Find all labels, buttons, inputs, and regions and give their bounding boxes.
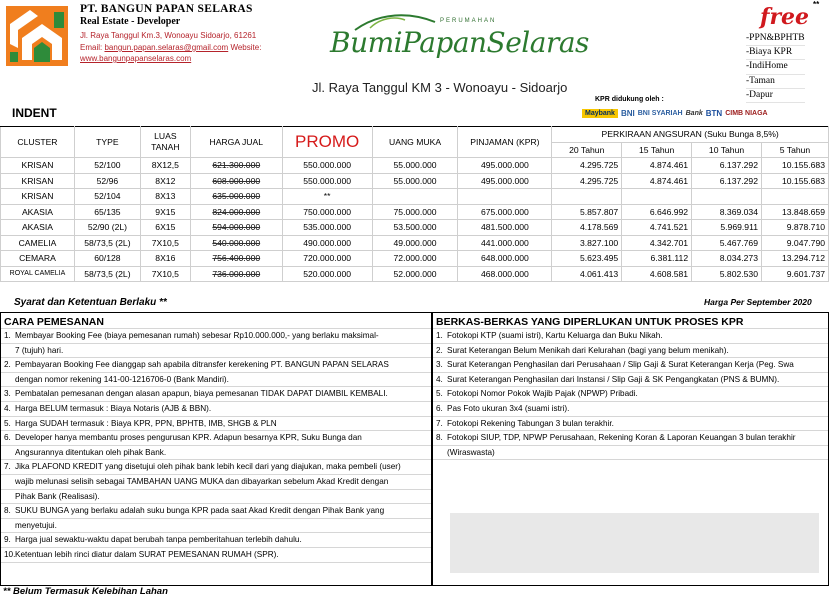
list-item [1,417,431,432]
cell-type: 52/96 [74,173,140,189]
list-item-text: Surat Keterangan Belum Menikah dari Kelurahan (bagi yang belum menikah). [447,345,729,355]
list-item-text: Surat Keterangan Penghasilan dari Instansi / Slip Gaji & SK Pengangkatan (PNS & BUMN). [447,374,780,384]
list-item [1,402,431,417]
list-item-number: 9. [4,535,11,545]
list-item-text: Angsurannya ditentukan oleh pihak Bank. [15,447,167,457]
header-luas-tanah: LUAS TANAH [140,127,190,158]
list-item-number: 7. [436,418,443,428]
list-item [1,358,431,373]
table-row [1,189,829,205]
cara-pemesanan-section [0,312,432,586]
cell-harga-jual: 608.000.000 [190,173,282,189]
cell-angsuran-15: 6.646.992 [622,204,692,220]
free-item: -Dapur [746,89,805,103]
cell-harga-jual: 540.000.000 [190,235,282,251]
cell-angsuran-20 [552,189,622,205]
list-item-text: dengan nomor rekening 141-00-1216706-0 (Bank Mandiri). [15,374,229,384]
cell-angsuran-5: 10.155.683 [761,158,828,174]
list-item-text: Harga SUDAH termasuk : Biaya KPR, PPN, BPHTB, IMB, SHGB & PLN [15,418,277,428]
email-link[interactable]: bangun.papan.selaras@gmail.com [104,43,229,52]
cell-angsuran-15: 4.741.521 [622,220,692,236]
free-item: -Taman [746,75,805,89]
cell-promo: 750.000.000 [282,204,372,220]
cell-angsuran-10: 5.467.769 [692,235,762,251]
cell-uang-muka: 55.000.000 [372,173,458,189]
company-email-line [80,43,261,52]
cell-angsuran-20: 4.295.725 [552,173,622,189]
list-item-text: wajib melunasi selisih sebagai TAMBAHAN UANG MUKA dan dibayarkan sebelum Akad Kredit dengan [15,476,389,486]
list-item [433,446,828,461]
list-item-number: 7. [4,462,11,472]
header-tenor-5: 5 Tahun [761,142,828,158]
website-label: Website: [230,43,262,52]
list-item [1,446,431,461]
list-item [1,387,431,402]
blank-placeholder-box [450,513,819,573]
cell-harga-jual: 756.400.000 [190,251,282,267]
free-star: ** [813,0,820,9]
cell-angsuran-20: 5.623.495 [552,251,622,267]
list-item-text: Jika PLAFOND KREDIT yang disetujui oleh pihak bank lebih kecil dari yang diajukan, maka pembeli (user) [15,462,401,472]
list-item [1,431,431,446]
table-row [1,204,829,220]
list-item [1,519,431,534]
cell-pinjaman: 468.000.000 [458,266,552,282]
list-item [433,373,828,388]
list-item-text: Fotokopi SIUP, TDP, NPWP Perusahaan, Rekening Koran & Laporan Keuangan 3 bulan terakhir [447,433,796,443]
list-item-number: 1. [436,331,443,340]
brand-name: BumiPapanSelaras [330,26,589,59]
cell-angsuran-15 [622,189,692,205]
berkas-kpr-list [433,329,828,460]
list-item [433,387,828,402]
list-item-number: 10. [4,549,16,559]
list-item [433,431,828,446]
cell-luas-tanah: 7X10,5 [140,235,190,251]
list-item-number: 1. [4,331,11,340]
cell-luas-tanah: 8X13 [140,189,190,205]
cell-cluster: CEMARA [1,251,75,267]
berkas-kpr-title: BERKAS-BERKAS YANG DIPERLUKAN UNTUK PROSES KPR [433,313,828,329]
cell-type: 52/90 (2L) [74,220,140,236]
bank-logos [582,106,768,120]
cell-type: 52/100 [74,158,140,174]
cell-angsuran-5 [761,189,828,205]
list-item-number: 3. [4,389,11,399]
header-tenor-20: 20 Tahun [552,142,622,158]
table-row [1,266,829,282]
cell-angsuran-15: 4.608.581 [622,266,692,282]
cell-harga-jual: 824.000.000 [190,204,282,220]
cell-angsuran-20: 3.827.100 [552,235,622,251]
cell-harga-jual: 594.000.000 [190,220,282,236]
list-item-number: 2. [4,360,11,370]
list-item [433,417,828,432]
list-item-number: 2. [436,345,443,355]
list-item-text: (Wiraswasta) [447,447,495,457]
brand-prefix: PERUMAHAN [440,18,497,24]
cell-pinjaman [458,189,552,205]
cell-cluster: CAMELIA [1,235,75,251]
cell-cluster: KRISAN [1,158,75,174]
list-item-number: 5. [4,418,11,428]
list-item-text: Pihak Bank (Realisasi). [15,491,100,501]
cell-promo: 720.000.000 [282,251,372,267]
list-item-number: 5. [436,389,443,399]
table-row [1,235,829,251]
email-label: Email: [80,43,103,52]
list-item-number: 8. [436,433,443,443]
indent-label: INDENT [12,106,57,120]
cell-cluster: AKASIA [1,204,75,220]
list-item-text: Surat Keterangan Penghasilan dari Perusahaan / Slip Gaji & Surat Keterangan Kerja (Peg. Swa [447,360,794,370]
cell-angsuran-20: 5.857.807 [552,204,622,220]
cell-luas-tanah: 8X16 [140,251,190,267]
cell-luas-tanah: 6X15 [140,220,190,236]
cell-angsuran-15: 4.342.701 [622,235,692,251]
cell-angsuran-5: 9.047.790 [761,235,828,251]
cell-angsuran-5: 9.601.737 [761,266,828,282]
cell-angsuran-10: 5.969.911 [692,220,762,236]
list-item-number: 6. [436,403,443,413]
list-item [1,475,431,490]
cell-harga-jual: 635.000.000 [190,189,282,205]
cell-angsuran-15: 4.874.461 [622,173,692,189]
list-item-text: Pembatalan pemesanan dengan alasan apapun, biaya pemesanan TIDAK DAPAT DIAMBIL KEMBALI. [15,389,388,399]
table-row [1,173,829,189]
cell-type: 52/104 [74,189,140,205]
free-item: -IndiHome [746,60,805,74]
syarat-note: Syarat dan Ketentuan Berlaku ** [14,297,167,308]
bank-logo-bank: Bank [685,109,703,117]
list-item-number: 8. [4,506,11,516]
cell-type: 58/73,5 (2L) [74,266,140,282]
list-item-text: menyetujui. [15,520,57,530]
list-item-text: Fotokopi Rekening Tabungan 3 bulan terakhir. [447,418,614,428]
price-rows [1,158,829,282]
cell-angsuran-5: 13.848.659 [761,204,828,220]
list-item [433,329,828,344]
cell-pinjaman: 481.500.000 [458,220,552,236]
cell-uang-muka: 72.000.000 [372,251,458,267]
header-angsuran: PERKIRAAN ANGSURAN (Suku Bunga 8,5%) [552,127,829,143]
cell-harga-jual: 736.000.000 [190,266,282,282]
list-item [1,329,431,344]
free-item: -PPN&BPHTB [746,32,805,46]
header-harga-jual: HARGA JUAL [190,127,282,158]
cell-pinjaman: 648.000.000 [458,251,552,267]
cell-angsuran-15: 4.874.461 [622,158,692,174]
list-item-text: Membayar Booking Fee (biaya pemesanan rumah) sebesar Rp10.000.000,- yang berlaku maksimal- [15,331,379,340]
list-item-text: Pembayaran Booking Fee dianggap sah apabila ditransfer kerekening PT. BANGUN PAPAN SELARAS [15,360,389,370]
cell-promo: 535.000.000 [282,220,372,236]
header-promo: PROMO [282,127,372,158]
header-pinjaman: PINJAMAN (KPR) [458,127,552,158]
cell-promo: ** [282,189,372,205]
list-item [433,344,828,359]
list-item-text: Developer hanya membantu proses pengurusan KPR. Adapun besarnya KPR, Suku Bunga dan [15,433,362,443]
company-name: PT. BANGUN PAPAN SELARAS [80,3,253,15]
free-list [746,32,805,103]
cell-luas-tanah: 9X15 [140,204,190,220]
bank-logo-maybank: Maybank [582,109,618,118]
cell-luas-tanah: 8X12 [140,173,190,189]
list-item-number: 4. [4,403,11,413]
cell-angsuran-20: 4.061.413 [552,266,622,282]
bank-logo-cimb: CIMB NIAGA [725,109,768,117]
list-item [1,548,431,563]
cell-angsuran-20: 4.178.569 [552,220,622,236]
list-item [1,460,431,475]
cell-promo: 490.000.000 [282,235,372,251]
cell-angsuran-5: 13.294.712 [761,251,828,267]
cell-pinjaman: 495.000.000 [458,158,552,174]
list-item-text: Harga BELUM termasuk : Biaya Notaris (AJB & BBN). [15,403,212,413]
cell-uang-muka [372,189,458,205]
cell-angsuran-10: 6.137.292 [692,173,762,189]
cell-promo: 550.000.000 [282,173,372,189]
brand-road: Jl. Raya Tanggul KM 3 - Wonoayu - Sidoarjo [312,80,568,95]
cell-angsuran-10: 5.802.530 [692,266,762,282]
cell-type: 60/128 [74,251,140,267]
bank-logo-bni: BNI [620,108,635,118]
company-subtitle: Real Estate - Developer [80,16,181,27]
free-title: free [760,4,810,30]
list-item-text: 7 (tujuh) hari. [15,345,64,355]
cell-uang-muka: 53.500.000 [372,220,458,236]
list-item-text: Fotokopi KTP (suami istri), Kartu Keluarga dan Buku Nikah. [447,331,663,340]
cell-cluster: KRISAN [1,189,75,205]
list-item [1,373,431,388]
cell-type: 58/73,5 (2L) [74,235,140,251]
header-cluster: CLUSTER [1,127,75,158]
table-row [1,220,829,236]
cell-cluster: AKASIA [1,220,75,236]
company-address: Jl. Raya Tanggul Km.3, Wonoayu Sidoarjo, 61261 [80,31,257,40]
cell-angsuran-10: 6.137.292 [692,158,762,174]
list-item-number: 3. [436,360,443,370]
cell-pinjaman: 495.000.000 [458,173,552,189]
list-item [1,344,431,359]
cell-angsuran-20: 4.295.725 [552,158,622,174]
cell-type: 65/135 [74,204,140,220]
header-uang-muka: UANG MUKA [372,127,458,158]
cara-pemesanan-title: CARA PEMESANAN [1,313,431,329]
cell-cluster: ROYAL CAMELIA [1,266,75,282]
bank-logo-btn: BTN [705,108,723,118]
cell-uang-muka: 75.000.000 [372,204,458,220]
list-item [1,504,431,519]
list-item-text: Pas Foto ukuran 3x4 (suami istri). [447,403,570,413]
list-item [433,402,828,417]
cell-angsuran-10: 8.369.034 [692,204,762,220]
free-item: -Biaya KPR [746,46,805,60]
website-link[interactable]: www.bangunpapanselaras.com [80,54,192,63]
cell-promo: 520.000.000 [282,266,372,282]
list-item-number: 6. [4,433,11,443]
kpr-supported-by: KPR didukung oleh : [595,96,664,103]
list-item-text: Harga jual sewaktu-waktu dapat berubah tanpa pemberitahuan terlebih dahulu. [15,535,302,545]
cell-luas-tanah: 8X12,5 [140,158,190,174]
cell-angsuran-10: 8.034.273 [692,251,762,267]
header-tenor-15: 15 Tahun [622,142,692,158]
cell-pinjaman: 675.000.000 [458,204,552,220]
price-date-note: Harga Per September 2020 [704,297,812,307]
list-item-text: SUKU BUNGA yang berlaku adalah suku bunga KPR pada saat Akad Kredit dengan Pihak Bank yang [15,506,385,516]
cell-uang-muka: 52.000.000 [372,266,458,282]
table-row [1,158,829,174]
cell-angsuran-5: 10.155.683 [761,173,828,189]
cell-uang-muka: 55.000.000 [372,158,458,174]
cell-luas-tanah: 7X10,5 [140,266,190,282]
cell-promo: 550.000.000 [282,158,372,174]
cell-pinjaman: 441.000.000 [458,235,552,251]
cell-cluster: KRISAN [1,173,75,189]
list-item [433,358,828,373]
footer-note: ** Belum Termasuk Kelebihan Lahan [3,586,168,597]
company-logo [4,4,70,68]
cell-angsuran-5: 9.878.710 [761,220,828,236]
list-item [1,533,431,548]
cell-uang-muka: 49.000.000 [372,235,458,251]
header-type: TYPE [74,127,140,158]
list-item [1,490,431,505]
cell-harga-jual: 621.300.000 [190,158,282,174]
cell-angsuran-15: 6.381.112 [622,251,692,267]
list-item-text: Fotokopi Nomor Pokok Wajib Pajak (NPWP) Pribadi. [447,389,638,399]
header-tenor-10: 10 Tahun [692,142,762,158]
list-item-text: Ketentuan lebih rinci diatur dalam SURAT PEMESANAN RUMAH (SPR). [15,549,279,559]
cara-pemesanan-list [1,329,431,563]
cell-angsuran-10 [692,189,762,205]
table-row [1,251,829,267]
price-table [0,126,829,282]
list-item-number: 4. [436,374,443,384]
bank-logo-bni-syariah: BNI SYARIAH [637,109,683,117]
